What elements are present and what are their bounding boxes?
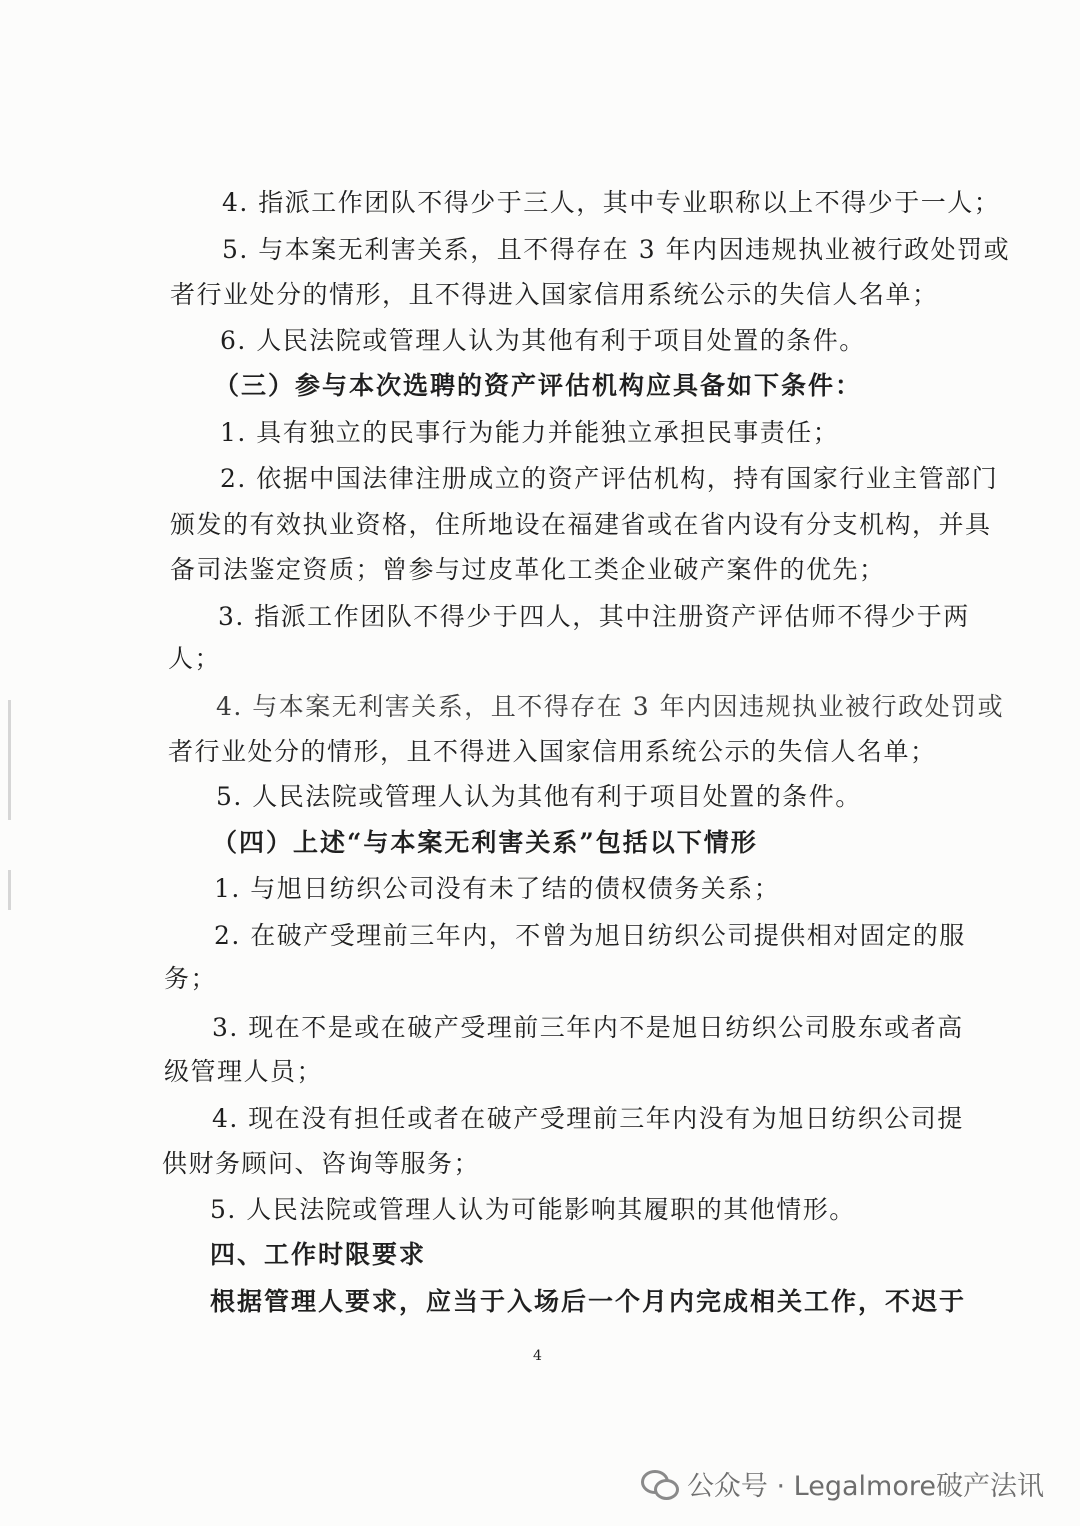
- wechat-icon: [641, 1468, 677, 1498]
- text-line: 4. 与本案无利害关系，且不得存在 3 年内因违规执业被行政处罚或: [216, 692, 1005, 721]
- text-line: 根据管理人要求，应当于入场后一个月内完成相关工作，不迟于: [210, 1287, 967, 1316]
- text-line: 人；: [168, 644, 222, 673]
- text-line: 级管理人员；: [164, 1057, 324, 1086]
- text-line: 4. 现在没有担任或者在破产受理前三年内没有为旭日纺织公司提: [212, 1104, 964, 1133]
- text-line: 备司法鉴定资质；曾参与过皮革化工类企业破产案件的优先；: [170, 555, 886, 584]
- text-line: 务；: [164, 964, 218, 993]
- watermark: [641, 1458, 1044, 1508]
- text-line: 3. 现在不是或在破产受理前三年内不是旭日纺织公司股东或者高: [212, 1013, 964, 1042]
- section-heading: （四）上述“与本案无利害关系”包括以下情形: [212, 828, 758, 857]
- text-line: 6. 人民法院或管理人认为其他有利于项目处置的条件。: [220, 326, 866, 355]
- text-line: 供财务顾问、咨询等服务；: [162, 1149, 481, 1178]
- text-line: 者行业处分的情形，且不得进入国家信用系统公示的失信人名单；: [168, 737, 937, 766]
- text-line: 颁发的有效执业资格，住所地设在福建省或在省内设有分支机构，并具: [170, 510, 992, 539]
- text-line: 4. 指派工作团队不得少于三人，其中专业职称以上不得少于一人；: [222, 188, 1001, 217]
- text-line: 2. 在破产受理前三年内，不曾为旭日纺织公司提供相对固定的服: [214, 921, 966, 950]
- text-line: 1. 与旭日纺织公司没有未了结的债权债务关系；: [214, 874, 781, 903]
- text-line: 3. 指派工作团队不得少于四人，其中注册资产评估师不得少于两: [218, 602, 970, 631]
- text-line: 5. 与本案无利害关系，且不得存在 3 年内因违规执业被行政处罚或: [222, 235, 1011, 264]
- text-line: 者行业处分的情形，且不得进入国家信用系统公示的失信人名单；: [170, 280, 939, 309]
- text-line: 5. 人民法院或管理人认为其他有利于项目处置的条件。: [216, 782, 862, 811]
- watermark-text: 公众号 · Legalmore破产法讯: [686, 1470, 1044, 1502]
- section-heading: （三）参与本次选聘的资产评估机构应具备如下条件：: [214, 371, 863, 400]
- section-heading: 四、工作时限要求: [210, 1240, 427, 1269]
- scan-edge-mark: [8, 700, 11, 820]
- text-line: 2. 依据中国法律注册成立的资产评估机构，持有国家行业主管部门: [220, 464, 999, 493]
- text-line: 1. 具有独立的民事行为能力并能独立承担民事责任；: [220, 418, 840, 447]
- scan-edge-mark: [8, 870, 11, 910]
- text-line: 5. 人民法院或管理人认为可能影响其履职的其他情形。: [210, 1195, 856, 1224]
- page-number: 4: [533, 1348, 542, 1364]
